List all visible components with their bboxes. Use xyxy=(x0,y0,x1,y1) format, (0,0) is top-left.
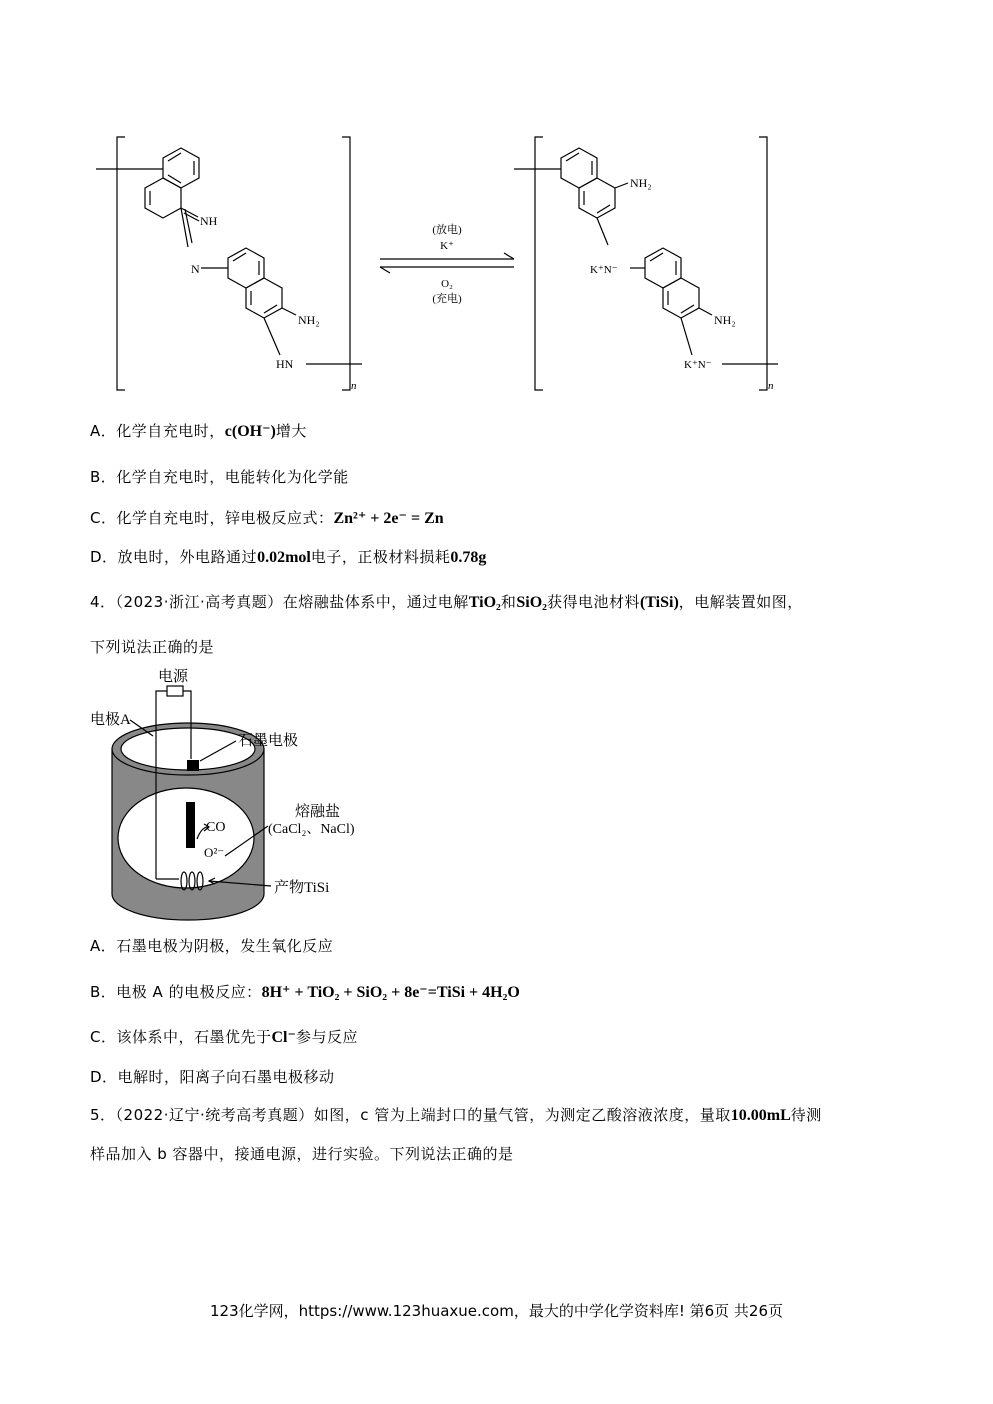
nh2-right-label-a: NH₂ xyxy=(630,176,652,190)
formula-c-oh: c(OH⁻) xyxy=(224,423,276,440)
formula-electrode-a: 8H⁺ + TiO₂ + SiO₂ + 8e⁻=TiSi + 4H₂O xyxy=(261,984,520,1001)
q3-option-b: B．化学自充电时，电能转化为化学能 xyxy=(90,468,349,486)
kn-right-label-a: K⁺N⁻ xyxy=(590,264,618,276)
arrow-label-charge: (充电) xyxy=(432,293,462,305)
arrow-label-o2: O₂ xyxy=(441,278,453,290)
nh2-right-label-b: NH₂ xyxy=(714,313,736,327)
o2-ion-label: O²⁻ xyxy=(204,845,225,860)
q5-stem-line1: 5．（2022·辽宁·统考高考真题）如图，c 管为上端封口的量气管，为测定乙酸溶液浓度，量取10.00mL待测 xyxy=(90,1106,822,1124)
n-subscript-right: n xyxy=(768,380,774,392)
q4-option-d: D．电解时，阳离子向石墨电极移动 xyxy=(90,1068,335,1086)
hn-left-label: HN xyxy=(276,357,294,371)
kn-right-label-b: K⁺N⁻ xyxy=(684,359,712,371)
electrode-a-label: 电极A xyxy=(90,712,131,728)
co-label: CO xyxy=(206,820,226,835)
nh2-left-label: NH₂ xyxy=(298,313,320,327)
q3-option-a: A．化学自充电时，c(OH⁻)增大 xyxy=(90,422,307,440)
q4-option-a: A．石墨电极为阴极，发生氧化反应 xyxy=(90,937,334,955)
q3-option-d: D．放电时，外电路通过0.02mol电子，正极材料损耗0.78g xyxy=(90,548,487,566)
n-bridge-label: N xyxy=(191,262,200,276)
power-source-icon xyxy=(167,686,183,696)
q4-option-b: B．电极 A 的电极反应：8H⁺ + TiO₂ + SiO₂ + 8e⁻=TiSi + 4H₂O xyxy=(90,983,520,1001)
q4-option-c: C．该体系中，石墨优先于Cl⁻参与反应 xyxy=(90,1028,358,1046)
q4-stem-line2: 下列说法正确的是 xyxy=(90,638,215,656)
arrow-label-discharge: (放电) xyxy=(432,224,462,236)
q3-option-c: C．化学自充电时，锌电极反应式：Zn²⁺ + 2e⁻ = Zn xyxy=(90,509,444,527)
nh-imine-label: NH xyxy=(200,214,218,228)
n-subscript-left: n xyxy=(351,380,357,392)
arrow-label-k: K⁺ xyxy=(440,240,454,252)
graphite-electrode-top-icon xyxy=(187,760,199,771)
formula-zn: Zn²⁺ + 2e⁻ = Zn xyxy=(333,510,444,527)
power-label: 电源 xyxy=(158,669,189,685)
salts-label: (CaCl₂、NaCl) xyxy=(268,822,355,837)
graphite-electrode-label: 石墨电极 xyxy=(238,733,299,749)
page-footer: 123化学网，https://www.123huaxue.com，最大的中学化学资料库! 第6页 共26页 xyxy=(209,1302,784,1320)
electrolysis-apparatus-figure xyxy=(85,664,385,926)
polymer-structure-figure xyxy=(80,125,800,400)
graphite-electrode-rod-icon xyxy=(186,802,195,848)
q4-stem: 4．（2023·浙江·高考真题）在熔融盐体系中，通过电解TiO₂和SiO₂获得电池材料(TiSi)，电解装置如图， xyxy=(90,593,803,611)
product-tisi-label: 产物TiSi xyxy=(274,880,330,896)
q5-stem-line2: 样品加入 b 容器中，接通电源，进行实验。下列说法正确的是 xyxy=(90,1145,514,1163)
molten-salt-label: 熔融盐 xyxy=(295,804,341,820)
